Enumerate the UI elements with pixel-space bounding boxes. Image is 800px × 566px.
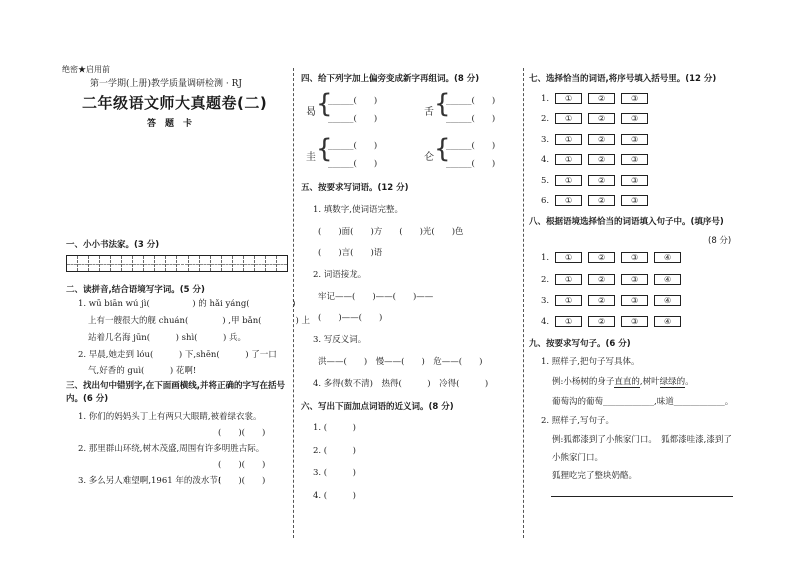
option-box[interactable]: ② [588,175,615,186]
s7-row-num: 2. [541,114,550,124]
s4-blank-3a[interactable]: ______( ) [328,141,378,151]
s5-p3: 3. 写反义词。 [313,335,367,345]
s7-row-5 [541,175,654,186]
option-box[interactable]: ① [555,154,582,165]
s4-heading: 四、给下列字加上偏旁变成新字再组词。(8 分) [301,74,480,84]
s3-q1-answer[interactable]: ( )( ) [218,428,266,438]
s2-line4: 2. 早晨,她走到 lóu( ) 下,shēn( ) 了一口 [78,350,277,360]
brace-2: { [434,89,451,119]
s4-char-2: 舌 [424,107,434,118]
s6-item-3[interactable]: 3. ( ) [313,468,356,478]
option-box[interactable]: ② [588,93,615,104]
s5-p3-line[interactable]: 洪——( ) 慢——( ) 危——( ) [318,357,483,367]
option-box[interactable]: ② [588,195,615,206]
s8-row-2 [541,274,687,285]
s8-row-num: 4. [541,317,550,327]
option-box[interactable]: ① [555,175,582,186]
brace-1: { [316,89,333,119]
s4-char-1: 曷 [306,107,316,118]
s8-row-4 [541,316,687,327]
s5-p1-line2[interactable]: ( )言( )语 [318,248,383,258]
answer-card-label: 答 题 卡 [147,119,193,129]
option-box[interactable]: ② [588,295,615,306]
s9-ex1-mid: ,树叶 [639,377,660,387]
exam-line: 第一学期(上册)教学质量调研检测 · RJ [90,79,242,89]
s6-item-2[interactable]: 2. ( ) [313,446,356,456]
option-box[interactable]: ④ [654,274,681,285]
s5-p2: 2. 词语接龙。 [313,270,367,280]
s7-row-2 [541,113,654,124]
s4-blank-4a[interactable]: ______( ) [446,141,496,151]
s8-heading: 八、根据语境选择恰当的词语填入句子中。(填序号) [529,217,724,227]
s7-row-num: 4. [541,155,550,165]
option-box[interactable]: ④ [654,252,681,263]
option-box[interactable]: ③ [621,274,648,285]
s9-example-2b: 小熊家门口。 [552,453,604,463]
option-box[interactable]: ① [555,316,582,327]
s4-blank-2b[interactable]: ______( ) [446,114,496,124]
option-box[interactable]: ③ [621,252,648,263]
s2-line3: 站着几名海 jūn( ) shì( ) 兵。 [88,333,247,343]
s8-row-num: 2. [541,275,550,285]
s5-p2-line1[interactable]: 牢记——( )——( )—— [318,292,434,302]
s4-blank-2a[interactable]: ______( ) [446,96,496,106]
option-box[interactable]: ② [588,274,615,285]
s9-p2: 2. 照样子,写句子。 [541,416,615,426]
s3-heading-cont: 内。(6 分) [66,394,109,404]
column-divider-2 [523,68,524,538]
s3-q2: 2. 那里群山环绕,树木茂盛,周围有许多明胜古际。 [78,444,265,454]
brace-4: { [434,134,451,164]
s3-heading: 三、找出句中错别字,在下面画横线,并将正确的字写在括号 [66,381,285,391]
s9-ex1-emph-1: 直直的 [614,377,640,387]
s8-row-num: 3. [541,296,550,306]
option-box[interactable]: ② [588,154,615,165]
s6-heading: 六、写出下面加点词语的近义词。(8 分) [301,402,454,412]
s6-item-4[interactable]: 4. ( ) [313,491,356,501]
s9-p2-prompt: 狐狸吃完了整块奶酪。 [552,471,638,481]
s6-item-1[interactable]: 1. ( ) [313,423,356,433]
s5-p4[interactable]: 4. 多得(数不清) 热得( ) 冷得( ) [313,379,489,389]
s4-blank-4b[interactable]: ______( ) [446,159,496,169]
option-box[interactable]: ③ [621,93,648,104]
s8-row-3 [541,295,687,306]
option-box[interactable]: ① [555,252,582,263]
option-box[interactable]: ② [588,134,615,145]
option-box[interactable]: ② [588,316,615,327]
option-box[interactable]: ④ [654,316,681,327]
option-box[interactable]: ③ [621,195,648,206]
option-box[interactable]: ② [588,252,615,263]
option-box[interactable]: ③ [621,154,648,165]
s2-heading: 二、读拼音,结合语境写字词。(5 分) [66,285,205,295]
s5-p1-line1[interactable]: ( )面( )方 ( )光( )色 [318,227,464,237]
option-box[interactable]: ④ [654,295,681,306]
option-box[interactable]: ③ [621,316,648,327]
s3-q1: 1. 你们的妈妈头丁上有两只大眼睛,被着绿衣裳。 [78,412,262,422]
handwriting-grid[interactable] [66,255,288,272]
option-box[interactable]: ① [555,274,582,285]
option-box[interactable]: ③ [621,295,648,306]
s9-heading: 九、按要求写句子。(6 分) [529,339,631,349]
s9-p1: 1. 照样子,把句子写具体。 [541,357,640,367]
secret-label: 绝密★启用前 [62,65,110,74]
s9-answer-line[interactable] [551,496,733,497]
s9-ex1-post: 。 [685,377,694,387]
option-box[interactable]: ③ [621,134,648,145]
s9-example-1 [552,375,694,387]
brace-3: { [316,134,333,164]
option-box[interactable]: ① [555,93,582,104]
s2-line5: 气,好香的 guì( ) 花啊! [88,366,197,376]
s7-row-num: 6. [541,196,550,206]
s4-blank-1b[interactable]: ______( ) [328,114,378,124]
s3-q3: 3. 多么另人难望啊,1961 年的泼水节! [78,476,222,486]
option-box[interactable]: ① [555,134,582,145]
s3-q3-answer[interactable]: ( )( ) [218,476,266,486]
s9-ex1-emph-2: 绿绿的 [659,377,686,387]
s7-heading: 七、选择恰当的词语,将序号填入括号里。(12 分) [529,74,717,84]
s7-row-3 [541,134,654,145]
s7-row-num: 5. [541,176,550,186]
s4-char-3: 圭 [306,152,316,163]
s5-p2-line2[interactable]: ( )——( ) [318,313,383,323]
s2-line1: 1. wū biān wú jì( ) 的 hǎi yáng( ) [78,299,296,309]
s7-row-num: 3. [541,135,550,145]
option-box[interactable]: ③ [621,113,648,124]
s8-score: (8 分) [708,236,732,246]
s4-blank-1a[interactable]: ______( ) [328,96,378,106]
s8-row-1 [541,252,687,263]
s9-p1-answer[interactable]: 葡萄沟的葡萄____________,味道____________。 [552,397,734,407]
s7-row-6 [541,195,654,206]
s2-line2: 上有一艘很大的舰 chuán( ) ,甲 bǎn( ) 上 [88,316,311,326]
s3-q2-answer[interactable]: ( )( ) [218,460,266,470]
s1-heading: 一、小小书法家。(3 分) [66,240,160,250]
s5-heading: 五、按要求写词语。(12 分) [301,183,409,193]
s7-row-4 [541,154,654,165]
s4-blank-3b[interactable]: ______( ) [328,159,378,169]
s8-row-num: 1. [541,253,550,263]
option-box[interactable]: ① [555,195,582,206]
option-box[interactable]: ③ [621,175,648,186]
s4-char-4: 仑 [424,152,434,163]
page-title: 二年级语文师大真题卷(二) [82,94,268,112]
s9-example-2a: 例:狐都漆到了小熊家门口。 狐都漆哇漆,漆到了 [552,435,732,445]
s7-row-1 [541,93,654,104]
s7-row-num: 1. [541,94,550,104]
s9-ex1-pre: 例:小杨树的身子 [552,377,615,387]
option-box[interactable]: ① [555,295,582,306]
option-box[interactable]: ② [588,113,615,124]
option-box[interactable]: ① [555,113,582,124]
s5-p1: 1. 填数字,使词语完整。 [313,205,404,215]
